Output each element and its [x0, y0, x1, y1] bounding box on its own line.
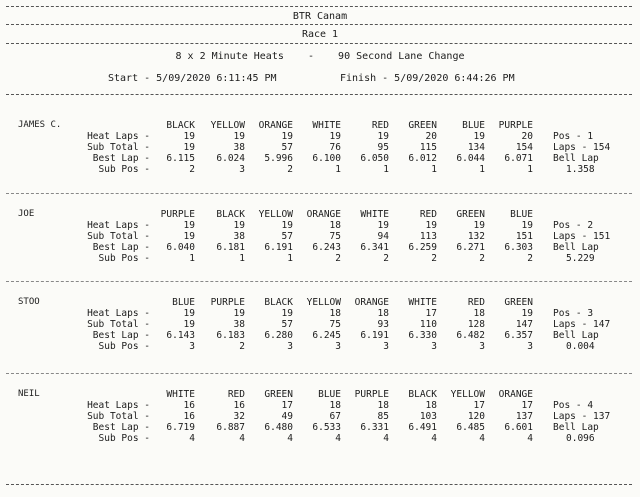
summary-text: Bell Lap	[553, 242, 599, 253]
best-lap-cell: 6.100	[312, 153, 341, 164]
sub-total-cell: 57	[281, 142, 293, 153]
lane-header: GREEN	[456, 209, 485, 220]
sub-total-cell: 154	[515, 142, 533, 153]
sub-total-cell: 120	[467, 411, 485, 422]
row-label: Best Lap -	[92, 330, 150, 341]
lane-header: RED	[419, 209, 437, 220]
sub-pos-cell: 1	[335, 164, 341, 175]
best-lap-cell: 6.601	[504, 422, 533, 433]
sub-total-cell: 134	[467, 142, 485, 153]
sub-total-cell: 38	[233, 319, 245, 330]
heat-laps-cell: 19	[281, 220, 293, 231]
row-label: Sub Total -	[87, 231, 150, 242]
best-lap-cell: 6.115	[166, 153, 195, 164]
sub-pos-cell: 2	[479, 253, 485, 264]
best-lap-cell: 6.719	[166, 422, 195, 433]
heat-laps-cell: 18	[377, 308, 389, 319]
sub-pos-cell: 3	[431, 341, 437, 352]
best-lap-cell: 6.887	[216, 422, 245, 433]
row-label: Best Lap -	[92, 242, 150, 253]
lane-header: BLACK	[216, 209, 245, 220]
sub-total-cell: 32	[233, 411, 245, 422]
summary-text: Pos - 2	[553, 220, 594, 231]
heat-laps-cell: 19	[233, 131, 245, 142]
best-lap-cell: 6.341	[360, 242, 389, 253]
sub-total-cell: 76	[329, 142, 341, 153]
lane-header: RED	[467, 297, 485, 308]
best-lap-cell: 6.280	[264, 330, 293, 341]
heat-laps-cell: 19	[233, 308, 245, 319]
heat-laps-cell: 19	[281, 131, 293, 142]
divider	[6, 43, 632, 44]
summary-text: Pos - 4	[553, 400, 594, 411]
sub-pos-cell: 4	[287, 433, 293, 444]
summary-text: Laps - 137	[553, 411, 611, 422]
driver-name: STOO	[18, 297, 40, 307]
best-lap-cell: 5.996	[264, 153, 293, 164]
heat-laps-cell: 19	[183, 308, 195, 319]
summary-text: Laps - 154	[553, 142, 611, 153]
sub-pos-cell: 4	[189, 433, 195, 444]
sub-pos-cell: 1	[189, 253, 195, 264]
lane-header: YELLOW	[258, 209, 293, 220]
best-lap-cell: 6.024	[216, 153, 245, 164]
divider-bottom	[6, 484, 632, 485]
row-label: Sub Total -	[87, 411, 150, 422]
finish-time: Finish - 5/09/2020 6:44:26 PM	[340, 73, 515, 84]
sub-total-cell: 57	[281, 231, 293, 242]
best-lap-cell: 6.331	[360, 422, 389, 433]
sub-pos-cell: 4	[431, 433, 437, 444]
row-label: Best Lap -	[92, 153, 150, 164]
divider	[6, 193, 632, 194]
heat-laps-cell: 20	[425, 131, 437, 142]
row-label: Best Lap -	[92, 422, 150, 433]
lane-header: BLUE	[318, 389, 341, 400]
sub-total-cell: 19	[183, 231, 195, 242]
summary-text: Laps - 147	[553, 319, 611, 330]
heat-laps-cell: 17	[281, 400, 293, 411]
sub-total-cell: 113	[419, 231, 437, 242]
sub-total-cell: 16	[183, 411, 195, 422]
sub-total-cell: 75	[329, 231, 341, 242]
driver-name: JOE	[18, 209, 35, 219]
sub-total-cell: 103	[419, 411, 437, 422]
race-title: Race 1	[301, 29, 339, 40]
sub-pos-cell: 2	[239, 341, 245, 352]
best-lap-cell: 6.143	[166, 330, 195, 341]
sub-pos-cell: 1	[431, 164, 437, 175]
summary-text: Pos - 1	[553, 131, 594, 142]
lane-header: ORANGE	[498, 389, 533, 400]
sub-total-cell: 85	[377, 411, 389, 422]
heat-laps-cell: 16	[233, 400, 245, 411]
summary-text: 1.358	[566, 164, 595, 175]
sub-total-cell: 95	[377, 142, 389, 153]
row-label: Heat Laps -	[87, 220, 150, 231]
lane-header: BLUE	[510, 209, 533, 220]
sub-pos-cell: 4	[527, 433, 533, 444]
sub-total-cell: 19	[183, 142, 195, 153]
sub-total-cell: 137	[515, 411, 533, 422]
summary-text: 0.004	[566, 341, 595, 352]
best-lap-cell: 6.271	[456, 242, 485, 253]
row-label: Sub Total -	[87, 319, 150, 330]
divider	[6, 24, 632, 25]
heat-laps-cell: 19	[425, 220, 437, 231]
summary-text: Bell Lap	[553, 422, 599, 433]
sub-total-cell: 147	[515, 319, 533, 330]
best-lap-cell: 6.044	[456, 153, 485, 164]
sub-pos-cell: 2	[189, 164, 195, 175]
sub-pos-cell: 3	[479, 341, 485, 352]
row-label: Sub Pos -	[98, 341, 150, 352]
lane-header: WHITE	[166, 389, 195, 400]
best-lap-cell: 6.357	[504, 330, 533, 341]
best-lap-cell: 6.533	[312, 422, 341, 433]
best-lap-cell: 6.071	[504, 153, 533, 164]
lane-header: BLACK	[408, 389, 437, 400]
summary-text: Laps - 151	[553, 231, 611, 242]
heat-laps-cell: 19	[473, 131, 485, 142]
summary-text: Pos - 3	[553, 308, 594, 319]
heat-laps-cell: 17	[425, 308, 437, 319]
row-label: Heat Laps -	[87, 400, 150, 411]
heat-laps-cell: 16	[183, 400, 195, 411]
lane-header: PURPLE	[354, 389, 389, 400]
lane-header: WHITE	[312, 120, 341, 131]
heat-laps-cell: 17	[521, 400, 533, 411]
heat-laps-cell: 19	[521, 220, 533, 231]
best-lap-cell: 6.183	[216, 330, 245, 341]
heat-laps-cell: 20	[521, 131, 533, 142]
sub-total-cell: 75	[329, 319, 341, 330]
sub-pos-cell: 3	[335, 341, 341, 352]
lane-header: YELLOW	[210, 120, 245, 131]
lane-header: BLACK	[166, 120, 195, 131]
heat-laps-cell: 18	[329, 308, 341, 319]
heat-laps-cell: 19	[233, 220, 245, 231]
lane-header: WHITE	[408, 297, 437, 308]
sub-pos-cell: 3	[189, 341, 195, 352]
sub-total-cell: 67	[329, 411, 341, 422]
sub-pos-cell: 3	[383, 341, 389, 352]
row-label: Sub Pos -	[98, 253, 150, 264]
heat-laps-cell: 19	[377, 220, 389, 231]
sub-pos-cell: 1	[527, 164, 533, 175]
best-lap-cell: 6.303	[504, 242, 533, 253]
lane-header: GREEN	[408, 120, 437, 131]
sub-pos-cell: 1	[383, 164, 389, 175]
best-lap-cell: 6.491	[408, 422, 437, 433]
row-label: Sub Total -	[87, 142, 150, 153]
lane-header: GREEN	[504, 297, 533, 308]
lane-header: PURPLE	[210, 297, 245, 308]
sub-pos-cell: 4	[239, 433, 245, 444]
sub-pos-cell: 4	[383, 433, 389, 444]
sub-pos-cell: 2	[383, 253, 389, 264]
summary-text: Bell Lap	[553, 330, 599, 341]
lane-header: BLUE	[462, 120, 485, 131]
sub-pos-cell: 2	[431, 253, 437, 264]
best-lap-cell: 6.245	[312, 330, 341, 341]
best-lap-cell: 6.243	[312, 242, 341, 253]
lane-header: BLACK	[264, 297, 293, 308]
best-lap-cell: 6.050	[360, 153, 389, 164]
lane-header: RED	[227, 389, 245, 400]
lane-header: PURPLE	[498, 120, 533, 131]
sub-total-cell: 49	[281, 411, 293, 422]
row-label: Sub Pos -	[98, 433, 150, 444]
heat-laps-cell: 19	[329, 131, 341, 142]
driver-name: JAMES C.	[18, 120, 62, 130]
heat-laps-cell: 18	[377, 400, 389, 411]
divider	[6, 281, 632, 282]
heat-laps-cell: 19	[377, 131, 389, 142]
divider-top	[6, 6, 632, 7]
lane-header: ORANGE	[258, 120, 293, 131]
sub-pos-cell: 1	[479, 164, 485, 175]
best-lap-cell: 6.485	[456, 422, 485, 433]
lane-header: PURPLE	[160, 209, 195, 220]
best-lap-cell: 6.330	[408, 330, 437, 341]
race-format: 8 x 2 Minute Heats - 90 Second Lane Change	[175, 51, 465, 62]
sub-total-cell: 57	[281, 319, 293, 330]
best-lap-cell: 6.012	[408, 153, 437, 164]
lane-header: RED	[371, 120, 389, 131]
best-lap-cell: 6.040	[166, 242, 195, 253]
best-lap-cell: 6.191	[264, 242, 293, 253]
sub-pos-cell: 2	[335, 253, 341, 264]
heat-laps-cell: 18	[329, 400, 341, 411]
sub-pos-cell: 3	[527, 341, 533, 352]
divider	[6, 373, 632, 374]
sub-total-cell: 110	[419, 319, 437, 330]
sub-pos-cell: 4	[479, 433, 485, 444]
heat-laps-cell: 19	[183, 131, 195, 142]
summary-text: Bell Lap	[553, 153, 599, 164]
sub-total-cell: 93	[377, 319, 389, 330]
lane-header: ORANGE	[354, 297, 389, 308]
heat-laps-cell: 19	[473, 220, 485, 231]
lane-header: WHITE	[360, 209, 389, 220]
sub-total-cell: 19	[183, 319, 195, 330]
start-time: Start - 5/09/2020 6:11:45 PM	[108, 73, 277, 84]
sub-pos-cell: 2	[287, 164, 293, 175]
heat-laps-cell: 18	[329, 220, 341, 231]
driver-name: NEIL	[18, 389, 40, 399]
sub-total-cell: 151	[515, 231, 533, 242]
heat-laps-cell: 17	[473, 400, 485, 411]
sub-total-cell: 94	[377, 231, 389, 242]
sub-total-cell: 132	[467, 231, 485, 242]
lane-header: YELLOW	[306, 297, 341, 308]
heat-laps-cell: 18	[473, 308, 485, 319]
best-lap-cell: 6.259	[408, 242, 437, 253]
org-title: BTR Canam	[292, 11, 348, 22]
best-lap-cell: 6.482	[456, 330, 485, 341]
sub-pos-cell: 3	[239, 164, 245, 175]
heat-laps-cell: 18	[425, 400, 437, 411]
sub-pos-cell: 1	[239, 253, 245, 264]
sub-total-cell: 38	[233, 142, 245, 153]
heat-laps-cell: 19	[521, 308, 533, 319]
row-label: Sub Pos -	[98, 164, 150, 175]
lane-header: GREEN	[264, 389, 293, 400]
row-label: Heat Laps -	[87, 308, 150, 319]
sub-total-cell: 115	[419, 142, 437, 153]
divider	[6, 94, 632, 95]
heat-laps-cell: 19	[281, 308, 293, 319]
lane-header: YELLOW	[450, 389, 485, 400]
sub-pos-cell: 3	[287, 341, 293, 352]
best-lap-cell: 6.181	[216, 242, 245, 253]
heat-laps-cell: 19	[183, 220, 195, 231]
summary-text: 5.229	[566, 253, 595, 264]
row-label: Heat Laps -	[87, 131, 150, 142]
best-lap-cell: 6.191	[360, 330, 389, 341]
lane-header: BLUE	[172, 297, 195, 308]
sub-pos-cell: 2	[527, 253, 533, 264]
sub-pos-cell: 1	[287, 253, 293, 264]
lane-header: ORANGE	[306, 209, 341, 220]
best-lap-cell: 6.480	[264, 422, 293, 433]
summary-text: 0.096	[566, 433, 595, 444]
sub-pos-cell: 4	[335, 433, 341, 444]
sub-total-cell: 38	[233, 231, 245, 242]
sub-total-cell: 128	[467, 319, 485, 330]
